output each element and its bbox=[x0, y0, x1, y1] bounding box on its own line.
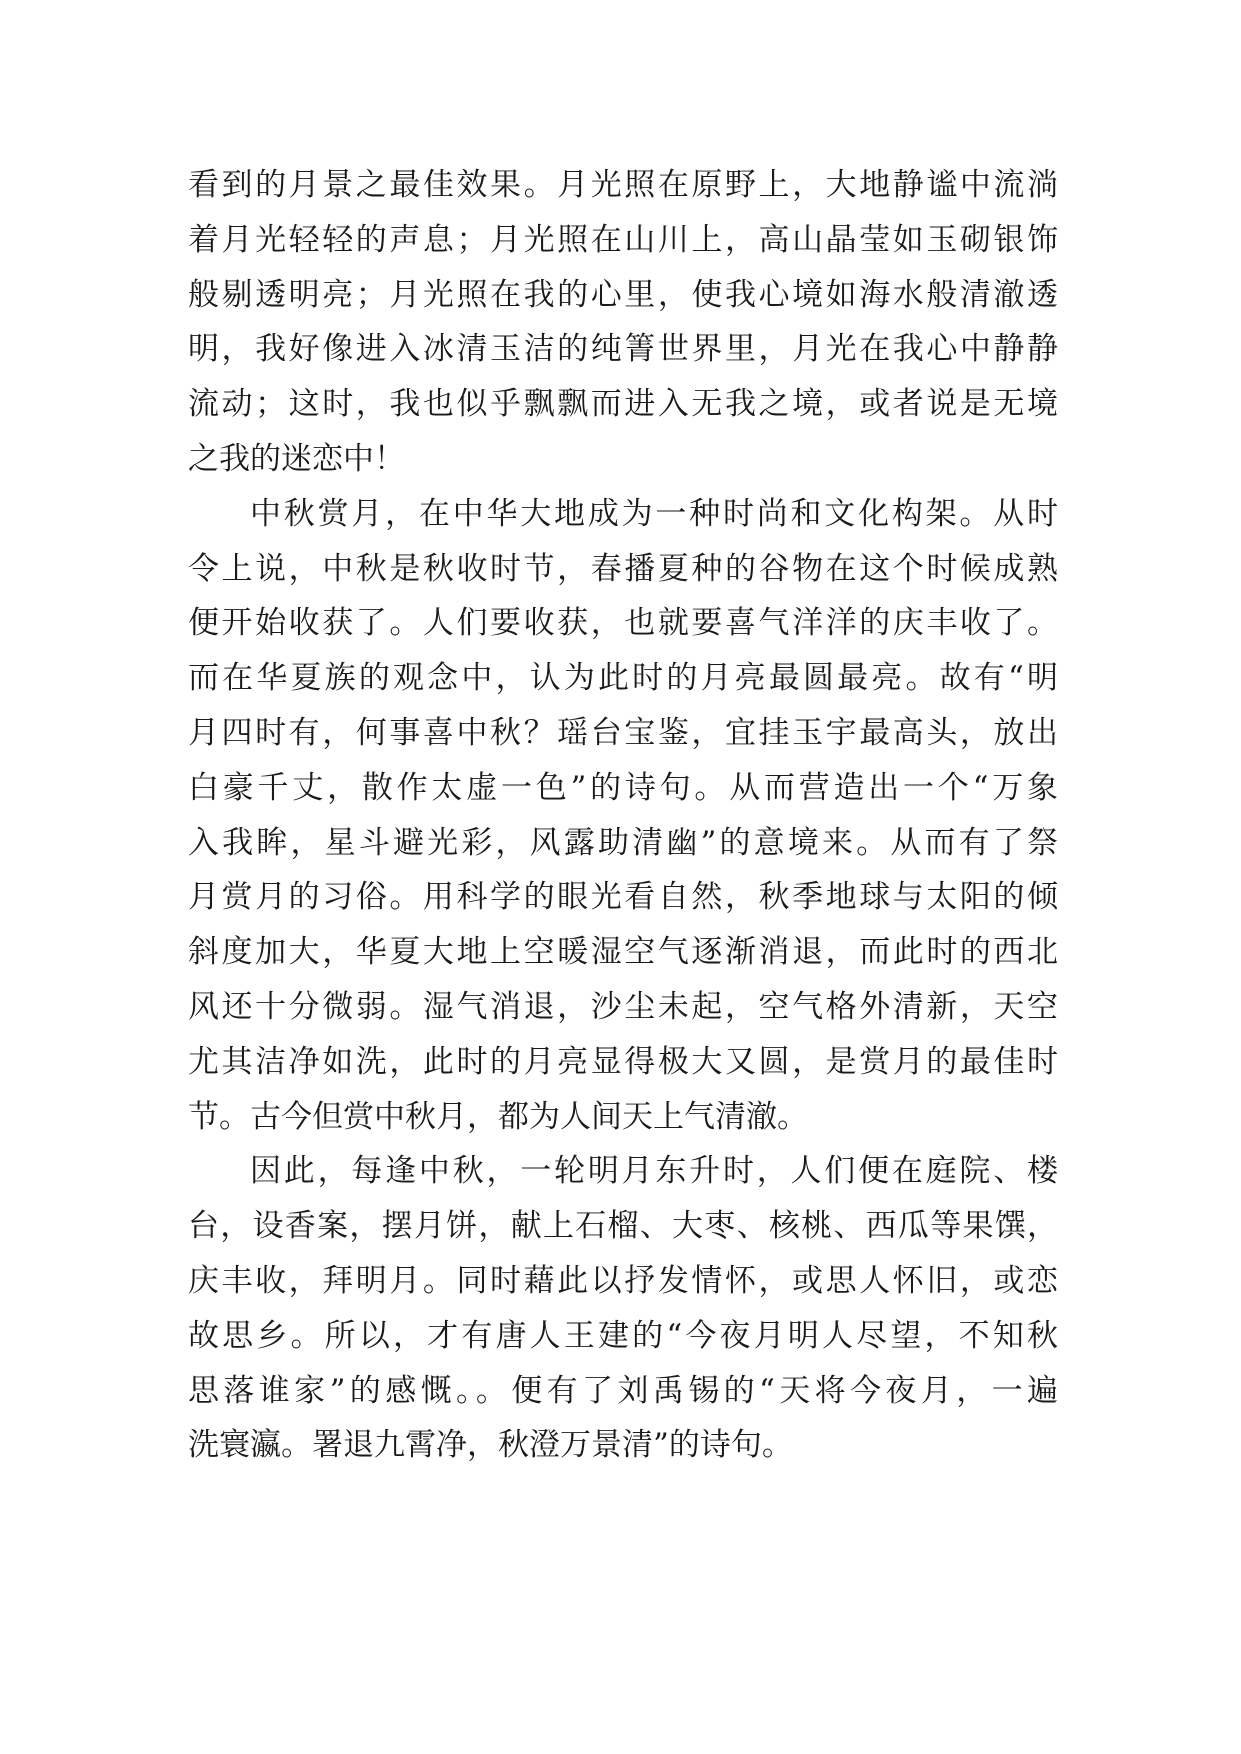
text-line: 月四时有，何事喜中秋？瑶台宝鉴，宜挂玉宇最高头，放出 bbox=[188, 714, 1058, 751]
text-line: 令上说，中秋是秋收时节，春播夏种的谷物在这个时候成熟 bbox=[188, 550, 1058, 587]
text-line: 中秋赏月，在中华大地成为一种时尚和文化构架。从时 bbox=[250, 495, 1058, 532]
text-line: 斜度加大，华夏大地上空暖湿空气逐渐消退，而此时的西北 bbox=[188, 934, 1058, 971]
text-line: 月赏月的习俗。用科学的眼光看自然，秋季地球与太阳的倾 bbox=[188, 879, 1058, 916]
text-line: 明，我好像进入冰清玉洁的纯箐世界里，月光在我心中静静 bbox=[188, 331, 1058, 368]
text-line: 因此，每逢中秋，一轮明月东升时，人们便在庭院、楼 bbox=[250, 1153, 1058, 1190]
text-line: 而在华夏族的观念中，认为此时的月亮最圆最亮。故有“明 bbox=[188, 660, 1058, 697]
text-line: 入我眸，星斗避光彩，风露助清幽”的意境来。从而有了祭 bbox=[188, 824, 1058, 861]
text-line: 台，设香案，摆月饼，献上石榴、大枣、核桃、西瓜等果馔， bbox=[188, 1208, 1058, 1245]
text-line: 着月光轻轻的声息；月光照在山川上，高山晶莹如玉砌银饰 bbox=[188, 221, 1058, 258]
text-line: 白豪千丈，散作太虚一色”的诗句。从而营造出一个“万象 bbox=[188, 769, 1058, 806]
text-line: 庆丰收，拜明月。同时藉此以抒发情怀，或思人怀旧，或恋 bbox=[188, 1262, 1058, 1299]
text-line: 故思乡。所以，才有唐人王建的“今夜月明人尽望，不知秋 bbox=[188, 1317, 1058, 1354]
text-line: 便开始收获了。人们要收获，也就要喜气洋洋的庆丰收了。 bbox=[188, 605, 1058, 642]
text-line: 节。古今但赏中秋月，都为人间天上气清澈。 bbox=[188, 1098, 808, 1135]
text-line: 风还十分微弱。湿气消退，沙尘未起，空气格外清新，天空 bbox=[188, 988, 1058, 1025]
body-text bbox=[188, 158, 1058, 1473]
text-line: 看到的月景之最佳效果。月光照在原野上，大地静谧中流淌 bbox=[188, 167, 1058, 203]
text-line: 思落谁家”的感慨。。便有了刘禹锡的“天将今夜月，一遍 bbox=[188, 1372, 1058, 1409]
text-line: 般剔透明亮；月光照在我的心里，使我心境如海水般清澈透 bbox=[188, 276, 1058, 313]
text-line: 尤其洁净如洗，此时的月亮显得极大又圆，是赏月的最佳时 bbox=[188, 1043, 1058, 1080]
text-line: 之我的迷恋中！ bbox=[188, 440, 405, 477]
text-line: 洗寰瀛。署退九霄净，秋澄万景清”的诗句。 bbox=[188, 1427, 793, 1464]
text-line: 流动；这时，我也似乎飘飘而进入无我之境，或者说是无境 bbox=[188, 386, 1058, 423]
